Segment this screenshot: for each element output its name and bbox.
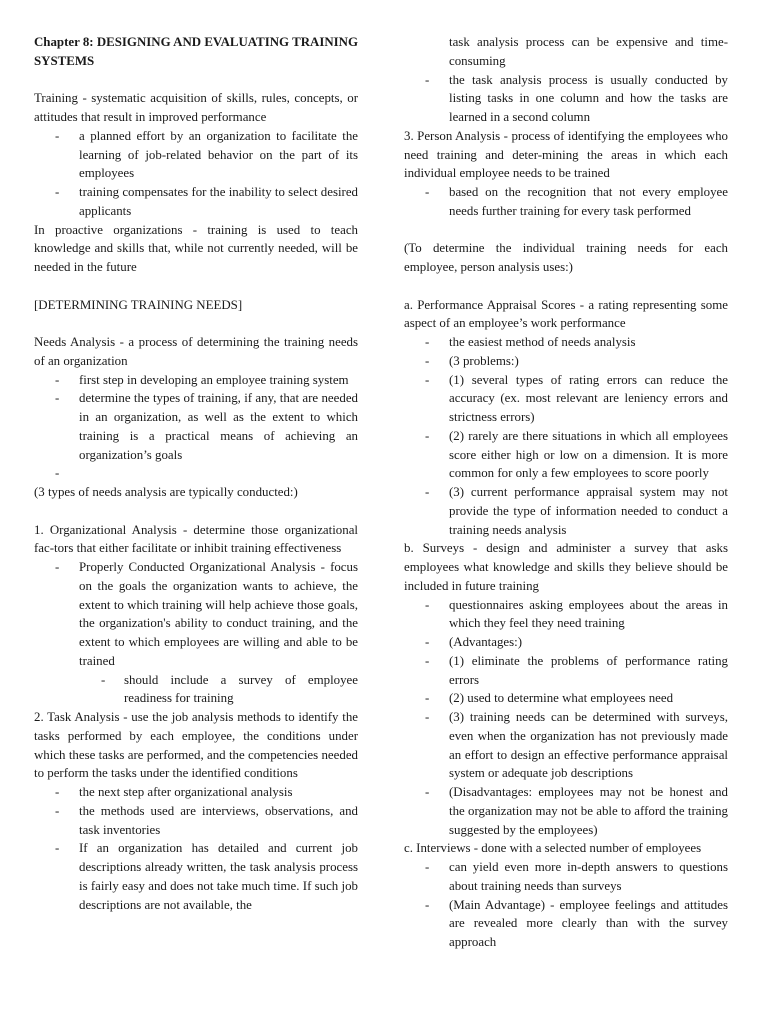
left-column [34, 33, 358, 914]
dash-marker: - [425, 653, 430, 668]
dash-marker: - [425, 372, 430, 387]
spacer [404, 221, 728, 240]
list-item [34, 464, 358, 483]
spacer [34, 71, 358, 90]
list-item: - questionnaires asking employees about the areas in which they feel they need training [425, 597, 728, 631]
person-bullets [404, 183, 728, 221]
three-types-note: (3 types of needs analysis are typically conducted:) [34, 485, 298, 499]
spacer [404, 277, 728, 296]
section-heading: [DETERMINING TRAINING NEEDS] [34, 297, 243, 312]
list-item: - (1) eliminate the problems of performance rating errors [425, 653, 728, 687]
spacer [34, 277, 358, 296]
list-item: - (2) used to determine what employees need [404, 689, 728, 708]
dash-marker: - [55, 803, 60, 818]
dash-marker: - [425, 428, 430, 443]
dash-marker: - [55, 372, 60, 387]
list-item: - If an organization has detailed and current job descriptions already written, the task analysis process is fairly easy and does not take much time. If such job descriptions are not available, the [55, 841, 358, 912]
needs-bullets [34, 371, 358, 484]
dash-marker: - [425, 860, 430, 874]
list-item: - (3 problems:) [404, 352, 728, 371]
needs-analysis-definition: Needs Analysis - a process of determining the training needs of an organization [34, 335, 358, 368]
task-analysis-definition: 2. Task Analysis - use the job analysis methods to identify the tasks performed by each employee, the conditions under which these tasks are performed, and the competencies needed to perform the tasks under the identified conditions [34, 710, 358, 781]
list-item: - (3) current performance appraisal system may not provide the type of information needed to conduct a training needs analysis [425, 485, 728, 537]
list-item: - training compensates for the inability to select desired applicants [55, 185, 358, 218]
dash-marker: - [425, 897, 430, 912]
list-item: - the methods used are interviews, observations, and task inventories [55, 803, 358, 837]
list-item: - the easiest method of needs analysis [404, 333, 728, 352]
performance-bullets [404, 333, 728, 539]
dash-marker: - [101, 672, 106, 687]
organizational-analysis-definition: 1. Organizational Analysis - determine those organizational fac-tors that either facilitate or inhibit training effectiveness [34, 522, 358, 556]
interviews-definition: c. Interviews - done with a selected number of employees [404, 841, 702, 856]
dash-marker: - [55, 560, 60, 574]
org-bullets [34, 558, 358, 708]
list-item: - the task analysis process is usually conducted by listing tasks in one column and how the tasks are learned in a second column [425, 72, 728, 124]
interviews-bullets [404, 858, 728, 952]
task-bullets-continued [404, 71, 728, 127]
dash-marker: - [55, 785, 60, 799]
task-continued: task analysis process can be expensive and time-consuming [449, 35, 728, 68]
list-item: - (1) several types of rating errors can reduce the accuracy (ex. most relevant are leniency errors and strictness errors) [425, 372, 728, 424]
dash-marker: - [425, 185, 430, 199]
list-item: - first step in developing an employee training system [34, 371, 358, 390]
person-analysis-uses: (To determine the individual training needs for each employee, person analysis uses:) [404, 241, 728, 274]
list-item: - (Main Advantage) - employee feelings and attitudes are revealed more clearly than with the survey approach [425, 897, 728, 949]
dash-marker: - [425, 710, 430, 724]
list-item: - a planned effort by an organization to facilitate the learning of job-related behavior on the part of its employees [55, 128, 358, 181]
dash-marker: - [425, 485, 430, 499]
list-item: - should include a survey of employee readiness for training [101, 672, 358, 706]
dash-marker: - [55, 841, 60, 856]
chapter-title: Chapter 8: DESIGNING AND EVALUATING TRAINING SYSTEMS [34, 35, 358, 68]
performance-appraisal-definition: a. Performance Appraisal Scores - a rating representing some aspect of an employee’s work performance [404, 297, 728, 331]
task-bullets [34, 783, 358, 914]
dash-marker: - [425, 72, 430, 87]
dash-marker: - [55, 466, 60, 481]
list-item: - can yield even more in-depth answers to questions about training needs than surveys [425, 860, 728, 893]
list-item: - the next step after organizational analysis [34, 783, 358, 802]
training-bullets [34, 127, 358, 221]
dash-marker: - [425, 335, 430, 349]
list-item: - based on the recognition that not every employee needs further training for every task performed [425, 185, 728, 218]
proactive-paragraph: In proactive organizations - training is used to teach knowledge and skills that, while not currently needed, will be needed in the future [34, 222, 358, 274]
list-item: - (2) rarely are there situations in which all employees score either high or low on a dimension. It is more common for only a few employees to score poorly [425, 428, 728, 481]
surveys-bullets [404, 596, 728, 840]
org-sub-bullets [79, 671, 358, 709]
spacer [34, 314, 358, 333]
dash-marker: - [425, 691, 430, 706]
right-column [404, 33, 728, 952]
training-definition: Training - systematic acquisition of skills, rules, concepts, or attitudes that result in improved performance [34, 91, 358, 124]
spacer [34, 502, 358, 521]
list-item: - (3) training needs can be determined with surveys, even when the organization has not previously made an effort to design an effective performance appraisal system or adequate job descriptions [425, 710, 728, 781]
list-item: - (Disadvantages: employees may not be honest and the organization may not be able to afford the training suggested by the employees) [425, 785, 728, 837]
dash-marker: - [55, 128, 60, 143]
dash-marker: - [425, 353, 430, 368]
surveys-definition: b. Surveys - design and administer a survey that asks employees what knowledge and skills they believe should be included in future training [404, 541, 728, 593]
dash-marker: - [425, 597, 430, 612]
person-analysis-definition: 3. Person Analysis - process of identifying the employees who need training and deter-mining the areas in which each individual employee needs to be trained [404, 128, 728, 181]
list-item: - determine the types of training, if any, that are needed in an organization, as well as the extent to which training is a practical means of achieving an organization’s goals [55, 391, 358, 462]
list-item: - (Advantages:) [404, 633, 728, 652]
dash-marker: - [425, 785, 430, 799]
dash-marker: - [425, 635, 430, 649]
dash-marker: - [55, 391, 60, 406]
dash-marker: - [55, 185, 60, 199]
list-item: - Properly Conducted Organizational Analysis - focus on the goals the organization wants to achieve, the extent to which training will help achieve those goals, the organization's ability to conduct training, and the extent to which employees are willing and able to be trained - should include a survey of employee readiness for training [34, 558, 358, 708]
